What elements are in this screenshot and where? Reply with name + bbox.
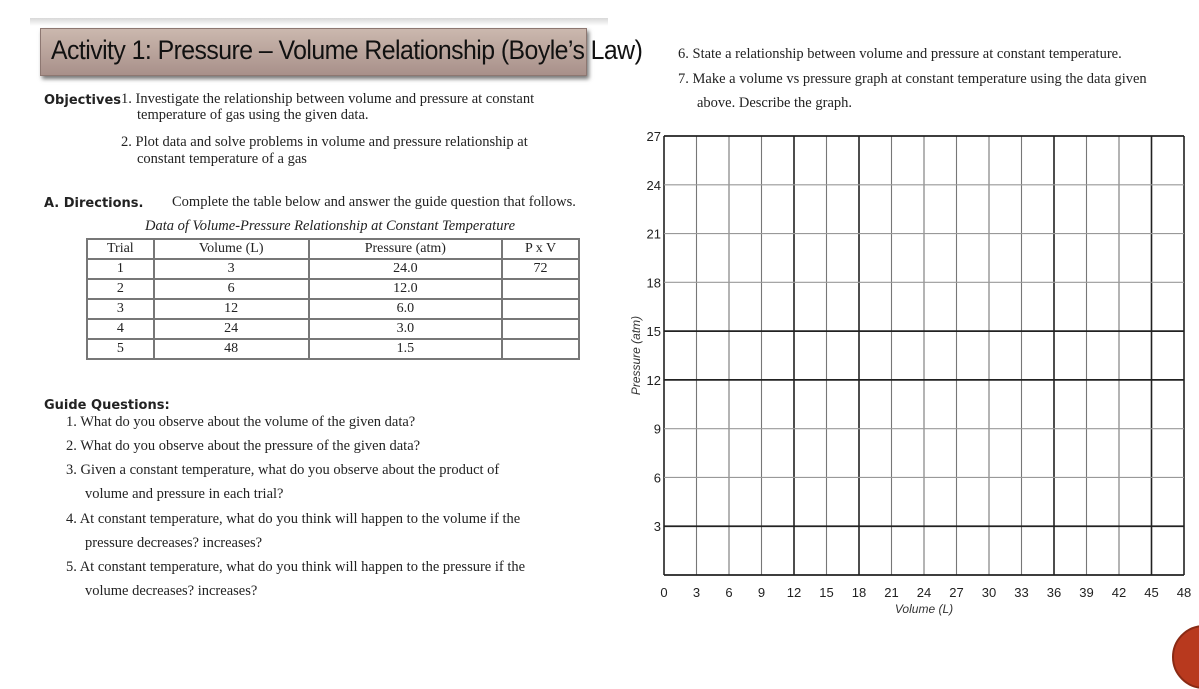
cell: 12 [154, 299, 309, 319]
y-tick-label: 12 [646, 372, 661, 388]
question-7: 7. Make a volume vs pressure graph at constant temperature using the data given [678, 71, 1147, 87]
question-7-cont: above. Describe the graph. [697, 95, 853, 111]
y-tick-label: 24 [646, 177, 661, 193]
y-tick-label: 18 [646, 275, 661, 291]
cell: 6 [154, 279, 309, 299]
cell: 3.0 [309, 319, 502, 339]
x-axis-label: Volume (L) [894, 602, 954, 616]
y-tick-label: 6 [653, 470, 661, 486]
header-pxv: P x V [502, 239, 579, 259]
x-tick-label: 45 [1144, 585, 1159, 600]
guide-question-5: 5. At constant temperature, what do you think will happen to the pressure if the [66, 559, 526, 575]
guide-question-3: 3. Given a constant temperature, what do you observe about the product of [66, 462, 500, 478]
cell: 1 [87, 259, 154, 279]
guide-question-4: 4. At constant temperature, what do you think will happen to the volume if the [66, 511, 521, 527]
cell: 2 [87, 279, 154, 299]
table-caption: Data of Volume-Pressure Relationship at Constant Temperature [145, 218, 516, 234]
y-tick-label: 3 [653, 519, 661, 535]
slide-number-circle [1172, 625, 1199, 689]
cell: 6.0 [309, 299, 502, 319]
page-title: Activity 1: Pressure – Volume Relationship (Boyle’s Law) [51, 35, 643, 65]
x-tick-label: 6 [725, 585, 733, 600]
cell [502, 279, 579, 299]
table-row [87, 319, 579, 339]
table-row [87, 259, 579, 279]
guide-question-3-cont: volume and pressure in each trial? [85, 486, 284, 502]
cell [502, 299, 579, 319]
objective-1-cont: temperature of gas using the given data. [137, 107, 369, 123]
table-header-row [87, 239, 579, 259]
table-row [87, 299, 579, 319]
cell: 4 [87, 319, 154, 339]
y-tick-label: 15 [646, 324, 661, 340]
x-tick-label: 36 [1046, 585, 1062, 600]
cell [502, 339, 579, 359]
x-tick-label: 39 [1079, 585, 1094, 600]
cell: 3 [154, 259, 309, 279]
cell: 5 [87, 339, 154, 359]
directions-text: Complete the table below and answer the guide question that follows. [172, 194, 576, 210]
objectives-label: Objectives [44, 93, 122, 108]
header-pressure: Pressure (atm) [309, 239, 502, 259]
guide-question-5-cont: volume decreases? increases? [85, 583, 258, 599]
cell: 72 [502, 259, 579, 279]
x-tick-label: 27 [949, 585, 964, 600]
x-tick-label: 30 [981, 585, 997, 600]
guide-question-1: 1. What do you observe about the volume of the given data? [66, 414, 416, 430]
x-tick-label: 15 [819, 585, 834, 600]
guide-question-2: 2. What do you observe about the pressure of the given data? [66, 438, 421, 454]
cell: 1.5 [309, 339, 502, 359]
objective-1: 1. Investigate the relationship between volume and pressure at constant [121, 91, 535, 107]
y-tick-label: 27 [646, 129, 661, 144]
x-tick-label: 12 [786, 585, 802, 600]
x-tick-label: 9 [757, 585, 766, 600]
cell: 48 [154, 339, 309, 359]
header-volume: Volume (L) [154, 239, 309, 259]
objective-2-cont: constant temperature of a gas [137, 151, 307, 167]
cell [502, 319, 579, 339]
cell: 3 [87, 299, 154, 319]
volume-pressure-graph [620, 120, 1199, 630]
data-table [86, 238, 580, 360]
cell: 24 [154, 319, 309, 339]
x-tick-label: 42 [1111, 585, 1127, 600]
x-tick-label: 3 [692, 585, 701, 600]
question-6: 6. State a relationship between volume and pressure at constant temperature. [678, 46, 1122, 62]
cell: 12.0 [309, 279, 502, 299]
cell: 24.0 [309, 259, 502, 279]
y-axis-label: Pressure (atm) [629, 315, 643, 396]
x-tick-label: 0 [660, 585, 668, 600]
x-tick-label: 21 [884, 585, 899, 600]
directions-label: A. Directions. [44, 196, 144, 211]
objective-2: 2. Plot data and solve problems in volume and pressure relationship at [121, 134, 528, 150]
table-row [87, 339, 579, 359]
x-tick-label: 24 [916, 585, 932, 600]
y-tick-label: 21 [646, 226, 661, 242]
slide-top-shadow [30, 18, 608, 26]
y-tick-label: 9 [653, 421, 661, 437]
guide-question-4-cont: pressure decreases? increases? [85, 535, 263, 551]
title-banner [40, 28, 643, 76]
guide-label: Guide Questions: [44, 398, 170, 413]
x-tick-label: 48 [1176, 585, 1192, 600]
x-tick-label: 18 [851, 585, 867, 600]
table-row [87, 279, 579, 299]
header-trial: Trial [87, 239, 154, 259]
x-tick-label: 33 [1014, 585, 1029, 600]
